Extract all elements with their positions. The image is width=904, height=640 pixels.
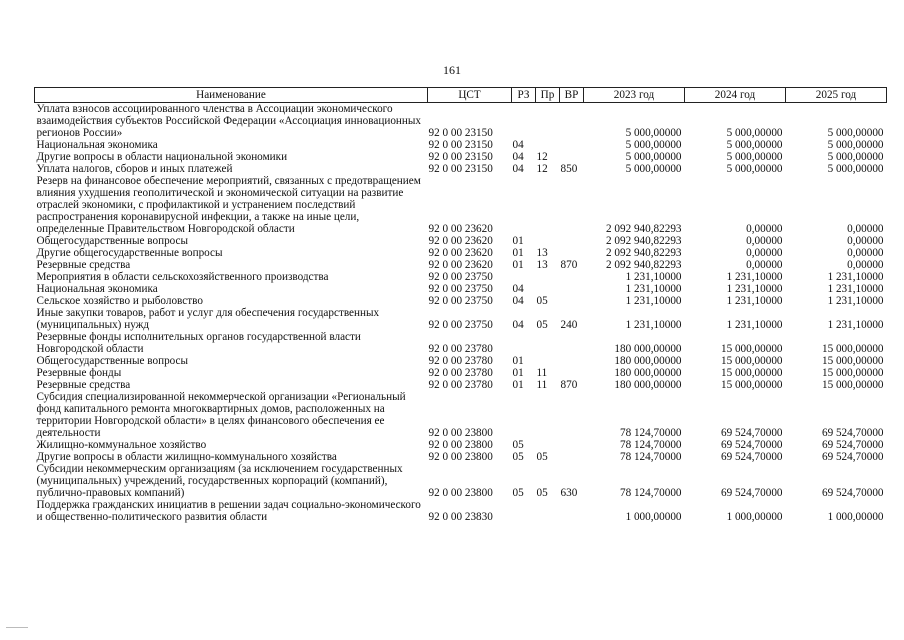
cell-2024: 1 000,00000 [726, 511, 783, 523]
cell-2025: 1 231,10000 [827, 271, 884, 283]
cell-2023: 5 000,00000 [625, 163, 682, 175]
table-row [35, 175, 887, 235]
cell-cst: 92 0 00 23750 [428, 319, 493, 331]
cell-rz [512, 331, 536, 355]
header-cst: ЦСТ [428, 88, 512, 103]
cell-name: Мероприятия в области сельскохозяйственного производства [36, 271, 329, 283]
cell-cst: 92 0 00 23750 [428, 271, 493, 283]
cell-cst: 92 0 00 23780 [428, 343, 493, 355]
cell-2025: 0,00000 [847, 223, 884, 235]
cell-rz: 05 [512, 451, 524, 463]
table-row [35, 163, 887, 175]
cell-rz: 05 [512, 487, 524, 499]
cell-cst: 92 0 00 23750 [428, 295, 493, 307]
cell-name: Национальная экономика [36, 283, 158, 295]
cell-cst: 92 0 00 23800 [428, 451, 493, 463]
cell-rz: 04 [512, 295, 524, 307]
cell-2024: 69 524,70000 [720, 451, 783, 463]
cell-rz: 04 [512, 283, 524, 295]
header-name: Наименование [35, 88, 428, 103]
cell-pr: 05 [536, 487, 548, 499]
table-row [35, 355, 887, 367]
cell-vr [560, 295, 584, 307]
cell-2024: 0,00000 [746, 247, 783, 259]
cell-2024: 5 000,00000 [726, 163, 783, 175]
cell-2023: 2 092 940,82293 [605, 235, 682, 247]
table-body [35, 103, 887, 524]
header-2025: 2025 год [786, 88, 887, 103]
table-row [35, 307, 887, 331]
cell-rz: 01 [512, 379, 524, 391]
cell-2025: 69 524,70000 [821, 439, 884, 451]
cell-name: Резервные средства [36, 259, 131, 271]
table-row [35, 391, 887, 439]
cell-2023: 180 000,00000 [614, 355, 682, 367]
table-row [35, 463, 887, 499]
cell-pr [536, 103, 560, 140]
cell-vr [560, 151, 584, 163]
cell-name: Национальная экономика [36, 139, 158, 151]
table-row [35, 259, 887, 271]
cell-2024: 1 231,10000 [726, 271, 783, 283]
cell-2025: 15 000,00000 [821, 343, 884, 355]
cell-cst: 92 0 00 23800 [428, 427, 493, 439]
cell-cst: 92 0 00 23780 [428, 379, 493, 391]
cell-2023: 180 000,00000 [614, 343, 682, 355]
cell-vr [560, 451, 584, 463]
cell-2024: 0,00000 [746, 223, 783, 235]
cell-pr: 11 [536, 367, 548, 379]
cell-2024: 1 231,10000 [726, 283, 783, 295]
cell-name: Уплата налогов, сборов и иных платежей [36, 163, 233, 175]
cell-vr [560, 103, 584, 140]
header-vr: ВР [560, 88, 584, 103]
cell-2024: 1 231,10000 [726, 295, 783, 307]
cell-pr [536, 499, 560, 523]
cell-2025: 0,00000 [847, 235, 884, 247]
cell-rz: 01 [512, 259, 524, 271]
cell-rz: 04 [512, 319, 524, 331]
cell-2025: 1 000,00000 [827, 511, 884, 523]
cell-vr [560, 331, 584, 355]
cell-cst: 92 0 00 23150 [428, 151, 493, 163]
cell-2024: 15 000,00000 [720, 367, 783, 379]
cell-name: Иные закупки товаров, работ и услуг для обеспечения государственных (муниципальных) нужд [36, 307, 380, 331]
table-row [35, 379, 887, 391]
budget-table [34, 87, 887, 523]
cell-vr [560, 271, 584, 283]
cell-2024: 15 000,00000 [720, 343, 783, 355]
cell-name: Резерв на финансовое обеспечение мероприятий, связанных с предотвращением влияния ухудшения геополитической и экономической ситуации на развитие отраслей экономики, с профилактикой и устранением последствий распространения коронавирусной инфекции, а также на иные цели, определенные Правительством Новгородской области [36, 175, 421, 235]
cell-name: Общегосударственные вопросы [36, 235, 189, 247]
cell-pr [536, 271, 560, 283]
cell-2023: 2 092 940,82293 [605, 247, 682, 259]
cell-cst: 92 0 00 23780 [428, 367, 493, 379]
cell-2025: 5 000,00000 [827, 151, 884, 163]
table-row [35, 103, 887, 140]
cell-rz [512, 175, 536, 235]
cell-2023: 5 000,00000 [625, 127, 682, 139]
cell-pr [536, 439, 560, 451]
cell-2025: 5 000,00000 [827, 139, 884, 151]
footer-divider [6, 627, 28, 628]
cell-pr [536, 355, 560, 367]
cell-pr [536, 391, 560, 439]
page-number: 161 [443, 63, 461, 77]
cell-pr: 12 [536, 151, 548, 163]
table-row [35, 151, 887, 163]
cell-rz [512, 499, 536, 523]
cell-name: Общегосударственные вопросы [36, 355, 189, 367]
cell-2024: 5 000,00000 [726, 151, 783, 163]
header-rz: РЗ [512, 88, 536, 103]
cell-pr: 05 [536, 451, 548, 463]
cell-name: Резервные средства [36, 379, 131, 391]
table-row [35, 247, 887, 259]
cell-rz: 01 [512, 247, 524, 259]
cell-cst: 92 0 00 23780 [428, 355, 493, 367]
cell-2023: 78 124,70000 [619, 439, 682, 451]
cell-name: Резервные фонды исполнительных органов государственной власти Новгородской области [36, 331, 361, 355]
cell-2024: 5 000,00000 [726, 127, 783, 139]
cell-2024: 15 000,00000 [720, 355, 783, 367]
cell-name: Уплата взносов ассоциированного членства в Ассоциации экономического взаимодействия субъектов Российской Федерации «Ассоциация инновационных регионов России» [36, 103, 421, 139]
table-row [35, 139, 887, 151]
table-row [35, 499, 887, 523]
cell-pr [536, 283, 560, 295]
cell-vr: 850 [560, 163, 578, 175]
cell-cst: 92 0 00 23800 [428, 487, 493, 499]
cell-cst: 92 0 00 23620 [428, 223, 493, 235]
cell-2025: 1 231,10000 [827, 295, 884, 307]
cell-pr [536, 235, 560, 247]
table-row [35, 331, 887, 355]
cell-2023: 1 231,10000 [625, 319, 682, 331]
cell-2023: 2 092 940,82293 [605, 223, 682, 235]
cell-pr: 05 [536, 295, 548, 307]
cell-name: Сельское хозяйство и рыболовство [36, 295, 203, 307]
cell-cst: 92 0 00 23750 [428, 283, 493, 295]
cell-cst: 92 0 00 23620 [428, 259, 493, 271]
cell-2024: 0,00000 [746, 259, 783, 271]
cell-rz: 01 [512, 367, 524, 379]
cell-vr [560, 175, 584, 235]
table-row [35, 283, 887, 295]
cell-2023: 180 000,00000 [614, 379, 682, 391]
cell-2024: 69 524,70000 [720, 439, 783, 451]
header-pr: Пр [536, 88, 560, 103]
cell-2023: 5 000,00000 [625, 151, 682, 163]
cell-2023: 78 124,70000 [619, 487, 682, 499]
cell-vr: 630 [560, 487, 578, 499]
cell-vr [560, 139, 584, 151]
cell-2023: 78 124,70000 [619, 451, 682, 463]
cell-vr [560, 235, 584, 247]
cell-2025: 15 000,00000 [821, 367, 884, 379]
cell-cst: 92 0 00 23150 [428, 139, 493, 151]
cell-2024: 5 000,00000 [726, 139, 783, 151]
cell-rz [512, 391, 536, 439]
cell-pr [536, 175, 560, 235]
header-2023: 2023 год [584, 88, 685, 103]
table-row [35, 439, 887, 451]
cell-2025: 1 231,10000 [827, 319, 884, 331]
cell-name: Другие вопросы в области жилищно-коммунального хозяйства [36, 451, 337, 463]
cell-2023: 1 000,00000 [625, 511, 682, 523]
cell-rz: 04 [512, 151, 524, 163]
table-row [35, 451, 887, 463]
cell-2023: 2 092 940,82293 [605, 259, 682, 271]
cell-2023: 5 000,00000 [625, 139, 682, 151]
cell-vr [560, 355, 584, 367]
cell-name: Жилищно-коммунальное хозяйство [36, 439, 207, 451]
cell-cst: 92 0 00 23620 [428, 247, 493, 259]
cell-pr [536, 139, 560, 151]
header-2024: 2024 год [685, 88, 786, 103]
cell-2025: 5 000,00000 [827, 163, 884, 175]
cell-vr [560, 391, 584, 439]
cell-vr [560, 283, 584, 295]
cell-name: Резервные фонды [36, 367, 122, 379]
cell-vr: 870 [560, 379, 578, 391]
cell-cst: 92 0 00 23830 [428, 511, 493, 523]
cell-pr [536, 331, 560, 355]
cell-2023: 180 000,00000 [614, 367, 682, 379]
cell-2025: 69 524,70000 [821, 487, 884, 499]
table-row [35, 271, 887, 283]
cell-vr [560, 499, 584, 523]
cell-cst: 92 0 00 23150 [428, 163, 493, 175]
cell-2025: 1 231,10000 [827, 283, 884, 295]
cell-name: Субсидия специализированной некоммерческой организации «Региональный фонд капитального ремонта многоквартирных домов, расположенных на территории Новгородской области» в целях финансового обеспечения ее деятельности [36, 391, 406, 439]
cell-pr: 11 [536, 379, 548, 391]
table-header [35, 88, 887, 103]
cell-2025: 69 524,70000 [821, 427, 884, 439]
cell-rz: 01 [512, 355, 524, 367]
table-row [35, 367, 887, 379]
cell-cst: 92 0 00 23800 [428, 439, 493, 451]
cell-2025: 15 000,00000 [821, 355, 884, 367]
cell-2023: 1 231,10000 [625, 283, 682, 295]
cell-pr: 05 [536, 319, 548, 331]
cell-2025: 15 000,00000 [821, 379, 884, 391]
cell-2024: 0,00000 [746, 235, 783, 247]
table-row [35, 295, 887, 307]
cell-2024: 1 231,10000 [726, 319, 783, 331]
cell-rz: 04 [512, 139, 524, 151]
cell-2024: 69 524,70000 [720, 487, 783, 499]
cell-rz [512, 103, 536, 140]
cell-pr: 13 [536, 259, 548, 271]
cell-vr [560, 367, 584, 379]
cell-rz: 01 [512, 235, 524, 247]
cell-2025: 5 000,00000 [827, 127, 884, 139]
cell-2023: 1 231,10000 [625, 271, 682, 283]
cell-pr: 13 [536, 247, 548, 259]
cell-name: Другие общегосударственные вопросы [36, 247, 223, 259]
cell-vr: 240 [560, 319, 578, 331]
cell-rz: 05 [512, 439, 524, 451]
cell-2024: 15 000,00000 [720, 379, 783, 391]
cell-2025: 0,00000 [847, 247, 884, 259]
cell-rz [512, 271, 536, 283]
cell-2023: 78 124,70000 [619, 427, 682, 439]
cell-cst: 92 0 00 23620 [428, 235, 493, 247]
cell-vr: 870 [560, 259, 578, 271]
cell-name: Другие вопросы в области национальной экономики [36, 151, 288, 163]
cell-2025: 0,00000 [847, 259, 884, 271]
cell-vr [560, 247, 584, 259]
cell-pr: 12 [536, 163, 548, 175]
cell-2025: 69 524,70000 [821, 451, 884, 463]
cell-vr [560, 439, 584, 451]
table-row [35, 235, 887, 247]
cell-name: Поддержка гражданских инициатив в решении задач социально-экономического и общественно-политического развития области [36, 499, 421, 523]
cell-2024: 69 524,70000 [720, 427, 783, 439]
cell-2023: 1 231,10000 [625, 295, 682, 307]
cell-rz: 04 [512, 163, 524, 175]
cell-cst: 92 0 00 23150 [428, 127, 493, 139]
cell-name: Субсидии некоммерческим организациям (за исключением государственных (муниципальных) учреждений, государственных корпораций (компаний), публично-правовых компаний) [36, 463, 403, 499]
